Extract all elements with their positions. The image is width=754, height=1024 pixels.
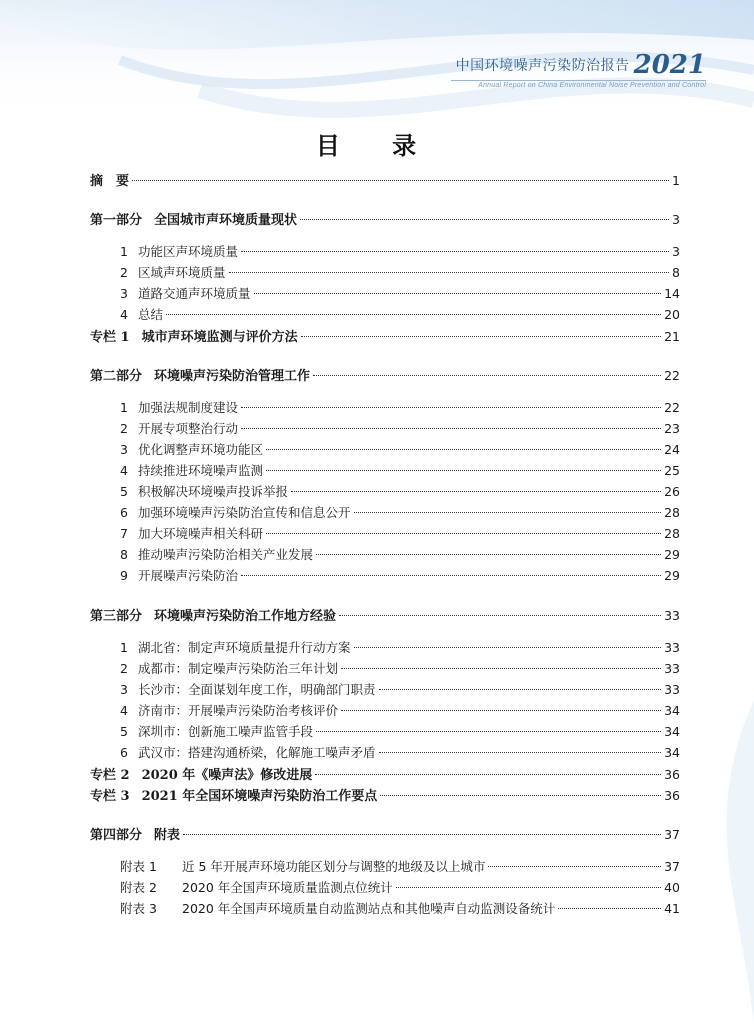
toc-page-number: 3 bbox=[672, 212, 680, 227]
part4-items bbox=[90, 857, 680, 920]
toc-entry[interactable]: 1 加强法规制度建设 22 bbox=[120, 400, 680, 415]
column-prefix: 专栏 3 bbox=[90, 789, 130, 804]
header-rule bbox=[451, 80, 706, 81]
part-prefix: 第三部分 bbox=[90, 609, 143, 624]
leader-dots bbox=[300, 219, 669, 220]
toc-entry[interactable]: 4 持续推进环境噪声监测 25 bbox=[120, 463, 680, 478]
leader-dots bbox=[313, 375, 661, 376]
toc-page-number: 22 bbox=[664, 368, 680, 383]
toc-entry[interactable]: 4 济南市：开展噪声污染防治考核评价 34 bbox=[120, 703, 680, 718]
leader-dots bbox=[315, 774, 661, 775]
leader-dots bbox=[380, 795, 661, 796]
toc-entry[interactable]: 1 功能区声环境质量 3 bbox=[120, 244, 680, 259]
part3-items bbox=[90, 638, 680, 764]
part-prefix: 第四部分 bbox=[90, 828, 143, 843]
report-title-cn: 中国环境噪声污染防治报告 bbox=[455, 58, 630, 74]
toc-label: 城市声环境监测与评价方法 bbox=[141, 330, 298, 345]
toc-entry[interactable]: 6 加强环境噪声污染防治宣传和信息公开 28 bbox=[120, 505, 680, 520]
toc-entry[interactable]: 附表 2 2020 年全国声环境质量监测点位统计 40 bbox=[120, 880, 680, 895]
toc-entry-part2[interactable] bbox=[90, 365, 680, 386]
leader-dots bbox=[301, 336, 662, 337]
toc-entry[interactable]: 1 湖北省：制定声环境质量提升行动方案 33 bbox=[120, 640, 680, 655]
report-title-en: Annual Report on China Environmental Noise Prevention and Control bbox=[478, 82, 706, 89]
toc-entry[interactable]: 4 总结 20 bbox=[120, 307, 680, 322]
toc-entry[interactable]: 8 推动噪声污染防治相关产业发展 29 bbox=[120, 547, 680, 562]
leader-dots bbox=[339, 615, 661, 616]
toc-entry[interactable]: 3 长沙市：全面谋划年度工作，明确部门职责 33 bbox=[120, 682, 680, 697]
part1-items bbox=[90, 242, 680, 326]
toc-entry[interactable]: 6 武汉市：搭建沟通桥梁，化解施工噪声矛盾 34 bbox=[120, 745, 680, 760]
toc-entry[interactable]: 9 开展噪声污染防治 29 bbox=[120, 568, 680, 583]
toc-entry-column2[interactable] bbox=[90, 764, 680, 785]
toc-page-number: 36 bbox=[664, 767, 680, 782]
toc-entry[interactable]: 3 道路交通声环境质量 14 bbox=[120, 286, 680, 301]
toc-entry[interactable]: 2 开展专项整治行动 23 bbox=[120, 421, 680, 436]
toc-entry[interactable]: 5 积极解决环境噪声投诉举报 26 bbox=[120, 484, 680, 499]
report-header bbox=[456, 50, 706, 89]
part2-items bbox=[90, 398, 680, 587]
toc-page-number: 36 bbox=[664, 788, 680, 803]
toc-entry-part3[interactable] bbox=[90, 605, 680, 626]
toc-page-number: 33 bbox=[664, 608, 680, 623]
toc-page-number: 21 bbox=[664, 329, 680, 344]
toc-label: 全国城市声环境质量现状 bbox=[154, 213, 298, 228]
part-prefix: 第二部分 bbox=[90, 369, 143, 384]
toc-label: 摘 要 bbox=[90, 174, 130, 189]
toc-entry[interactable]: 附表 3 2020 年全国声环境质量自动监测站点和其他噪声自动监测设备统计 41 bbox=[120, 901, 680, 916]
part-prefix: 第一部分 bbox=[90, 213, 143, 228]
toc-entry[interactable]: 附表 1 近 5 年开展声环境功能区划分与调整的地级及以上城市 37 bbox=[120, 859, 680, 874]
toc-entry-part1[interactable] bbox=[90, 209, 680, 230]
toc-entry[interactable]: 2 区域声环境质量 8 bbox=[120, 265, 680, 280]
toc-entry[interactable]: 2 成都市：制定噪声污染防治三年计划 33 bbox=[120, 661, 680, 676]
column-prefix: 专栏 2 bbox=[90, 768, 130, 783]
toc-entry[interactable]: 3 优化调整声环境功能区 24 bbox=[120, 442, 680, 457]
toc-entry[interactable]: 5 深圳市：创新施工噪声监管手段 34 bbox=[120, 724, 680, 739]
toc-entry-summary[interactable] bbox=[90, 170, 680, 191]
leader-dots bbox=[132, 180, 669, 181]
toc-entry-column3[interactable] bbox=[90, 785, 680, 806]
toc-label: 附表 bbox=[154, 828, 181, 843]
report-year: 2021 bbox=[633, 50, 706, 80]
column-prefix: 专栏 1 bbox=[90, 330, 130, 345]
toc-label: 2021 年全国环境噪声污染防治工作要点 bbox=[141, 789, 378, 804]
table-of-contents bbox=[90, 170, 680, 920]
toc-entry[interactable]: 7 加大环境噪声相关科研 28 bbox=[120, 526, 680, 541]
toc-page-number: 1 bbox=[672, 173, 680, 188]
page-title: 目 录 bbox=[315, 132, 439, 160]
toc-page-number: 37 bbox=[664, 827, 680, 842]
toc-entry-part4[interactable] bbox=[90, 824, 680, 845]
toc-label: 环境噪声污染防治管理工作 bbox=[154, 369, 311, 384]
leader-dots bbox=[183, 834, 661, 835]
toc-label: 2020 年《噪声法》修改进展 bbox=[141, 768, 313, 783]
toc-entry-column1[interactable] bbox=[90, 326, 680, 347]
toc-label: 环境噪声污染防治工作地方经验 bbox=[154, 609, 337, 624]
